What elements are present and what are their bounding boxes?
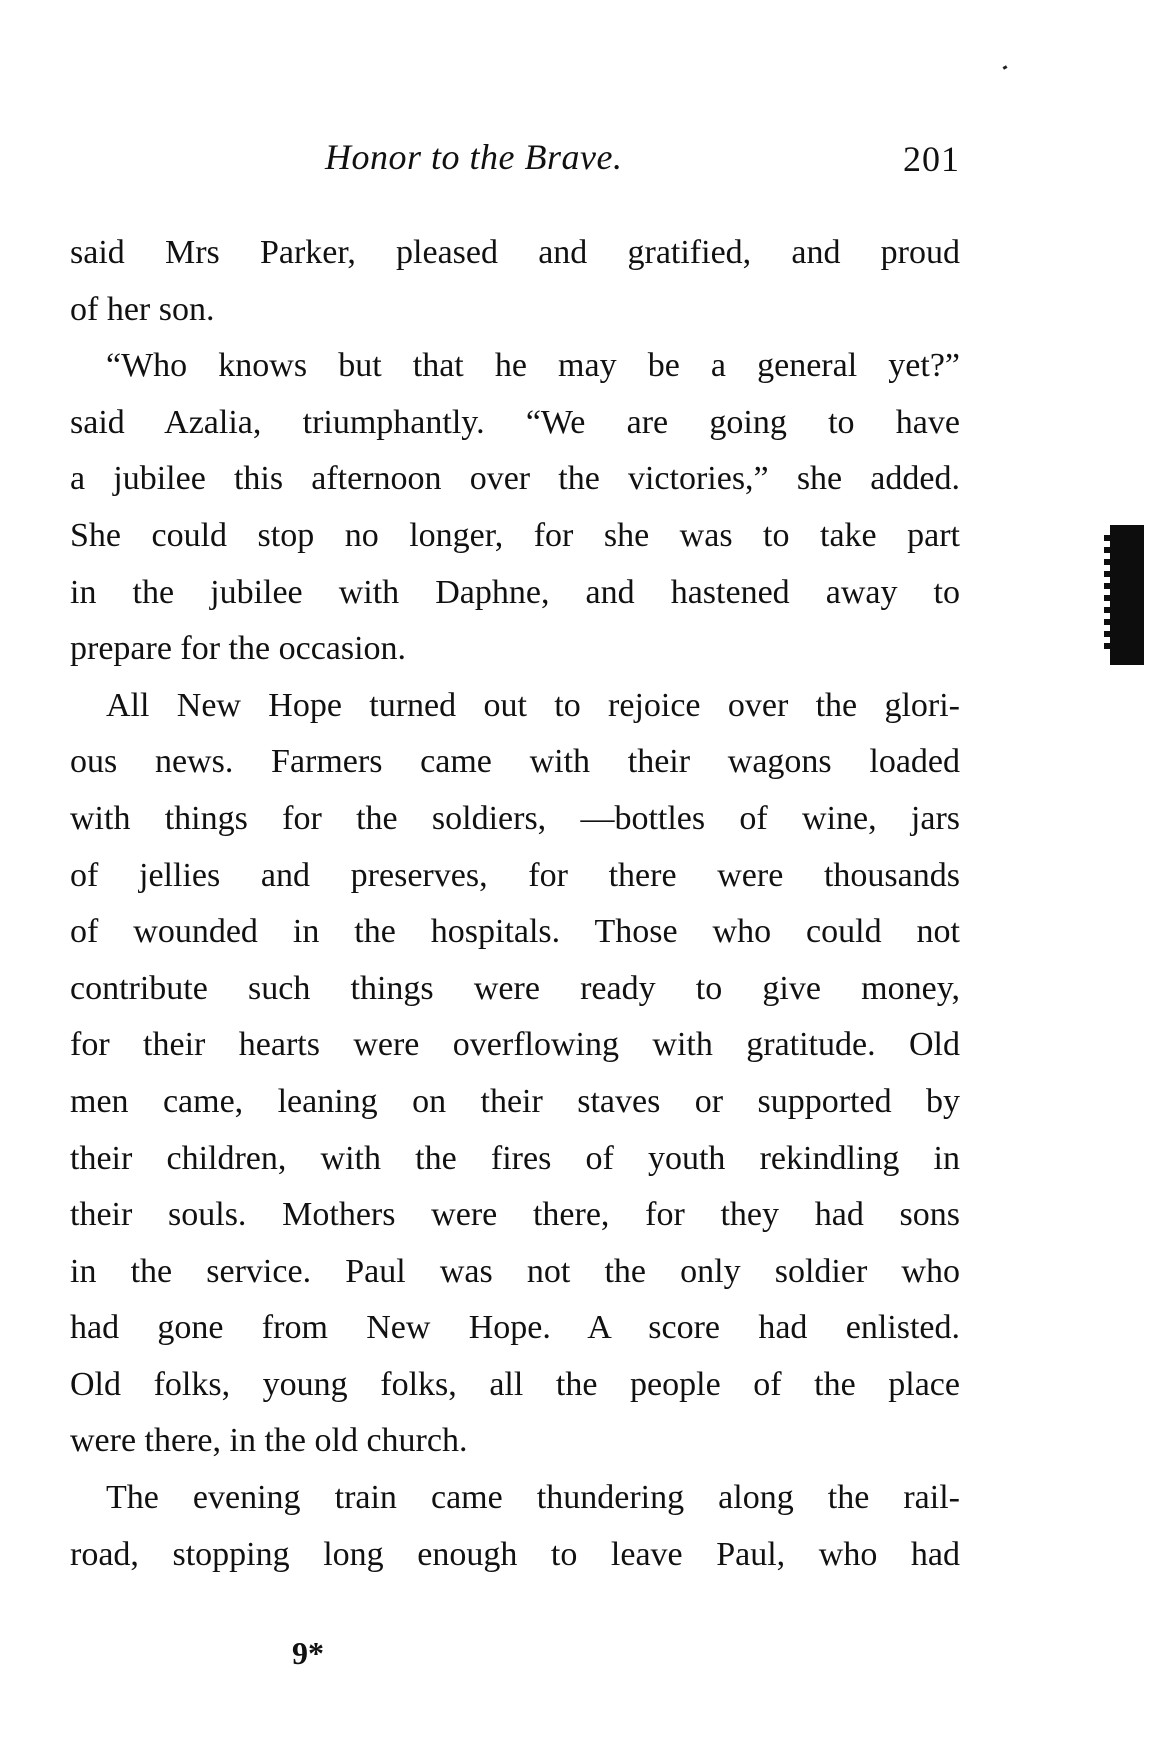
text-line: said Mrs Parker, pleased and gratified, and proud xyxy=(70,234,960,271)
text-line: were there, in the old church. xyxy=(70,1422,468,1460)
text-line: in the jubilee with Daphne, and hastened away to xyxy=(70,573,960,611)
text-line: “Who knows but that he may be a general yet?” xyxy=(106,347,960,385)
page-number: 201 xyxy=(903,139,960,179)
text-line: road, stopping long enough to leave Paul, who had xyxy=(70,1535,960,1573)
print-speck xyxy=(1003,65,1008,70)
text-line: said Azalia, triumphantly. “We are going to have xyxy=(70,403,960,441)
page-edge-mark xyxy=(1110,525,1144,665)
text-line: in the service. Paul was not the only soldier who xyxy=(70,1252,960,1290)
text-line: men came, leaning on their staves or supported by xyxy=(70,1082,960,1120)
text-line: All New Hope turned out to rejoice over the glori- xyxy=(106,686,960,724)
text-line: with things for the soldiers, —bottles of wine, jars xyxy=(70,799,960,837)
text-line: Old folks, young folks, all the people of the place xyxy=(70,1365,960,1403)
running-title: Honor to the Brave. xyxy=(325,137,623,177)
page-header xyxy=(70,136,960,186)
text-line: of her son. xyxy=(70,290,215,328)
text-line: their souls. Mothers were there, for they had sons xyxy=(70,1196,960,1234)
text-line: a jubilee this afternoon over the victories,” she added. xyxy=(70,460,960,498)
body-text xyxy=(70,225,960,1583)
text-line: of wounded in the hospitals. Those who could not xyxy=(70,913,960,951)
text-line: for their hearts were overflowing with gratitude. Old xyxy=(70,1026,960,1064)
text-line: ous news. Farmers came with their wagons loaded xyxy=(70,743,960,781)
signature-mark: 9* xyxy=(292,1635,324,1671)
text-line: The evening train came thundering along the rail- xyxy=(106,1479,960,1517)
text-line: had gone from New Hope. A score had enlisted. xyxy=(70,1309,960,1347)
text-line: prepare for the occasion. xyxy=(70,630,407,668)
text-line: their children, with the fires of youth rekindling in xyxy=(70,1139,960,1177)
text-line: contribute such things were ready to give money, xyxy=(70,969,960,1007)
text-line: of jellies and preserves, for there were thousands xyxy=(70,856,960,894)
text-line: She could stop no longer, for she was to take part xyxy=(70,516,960,554)
